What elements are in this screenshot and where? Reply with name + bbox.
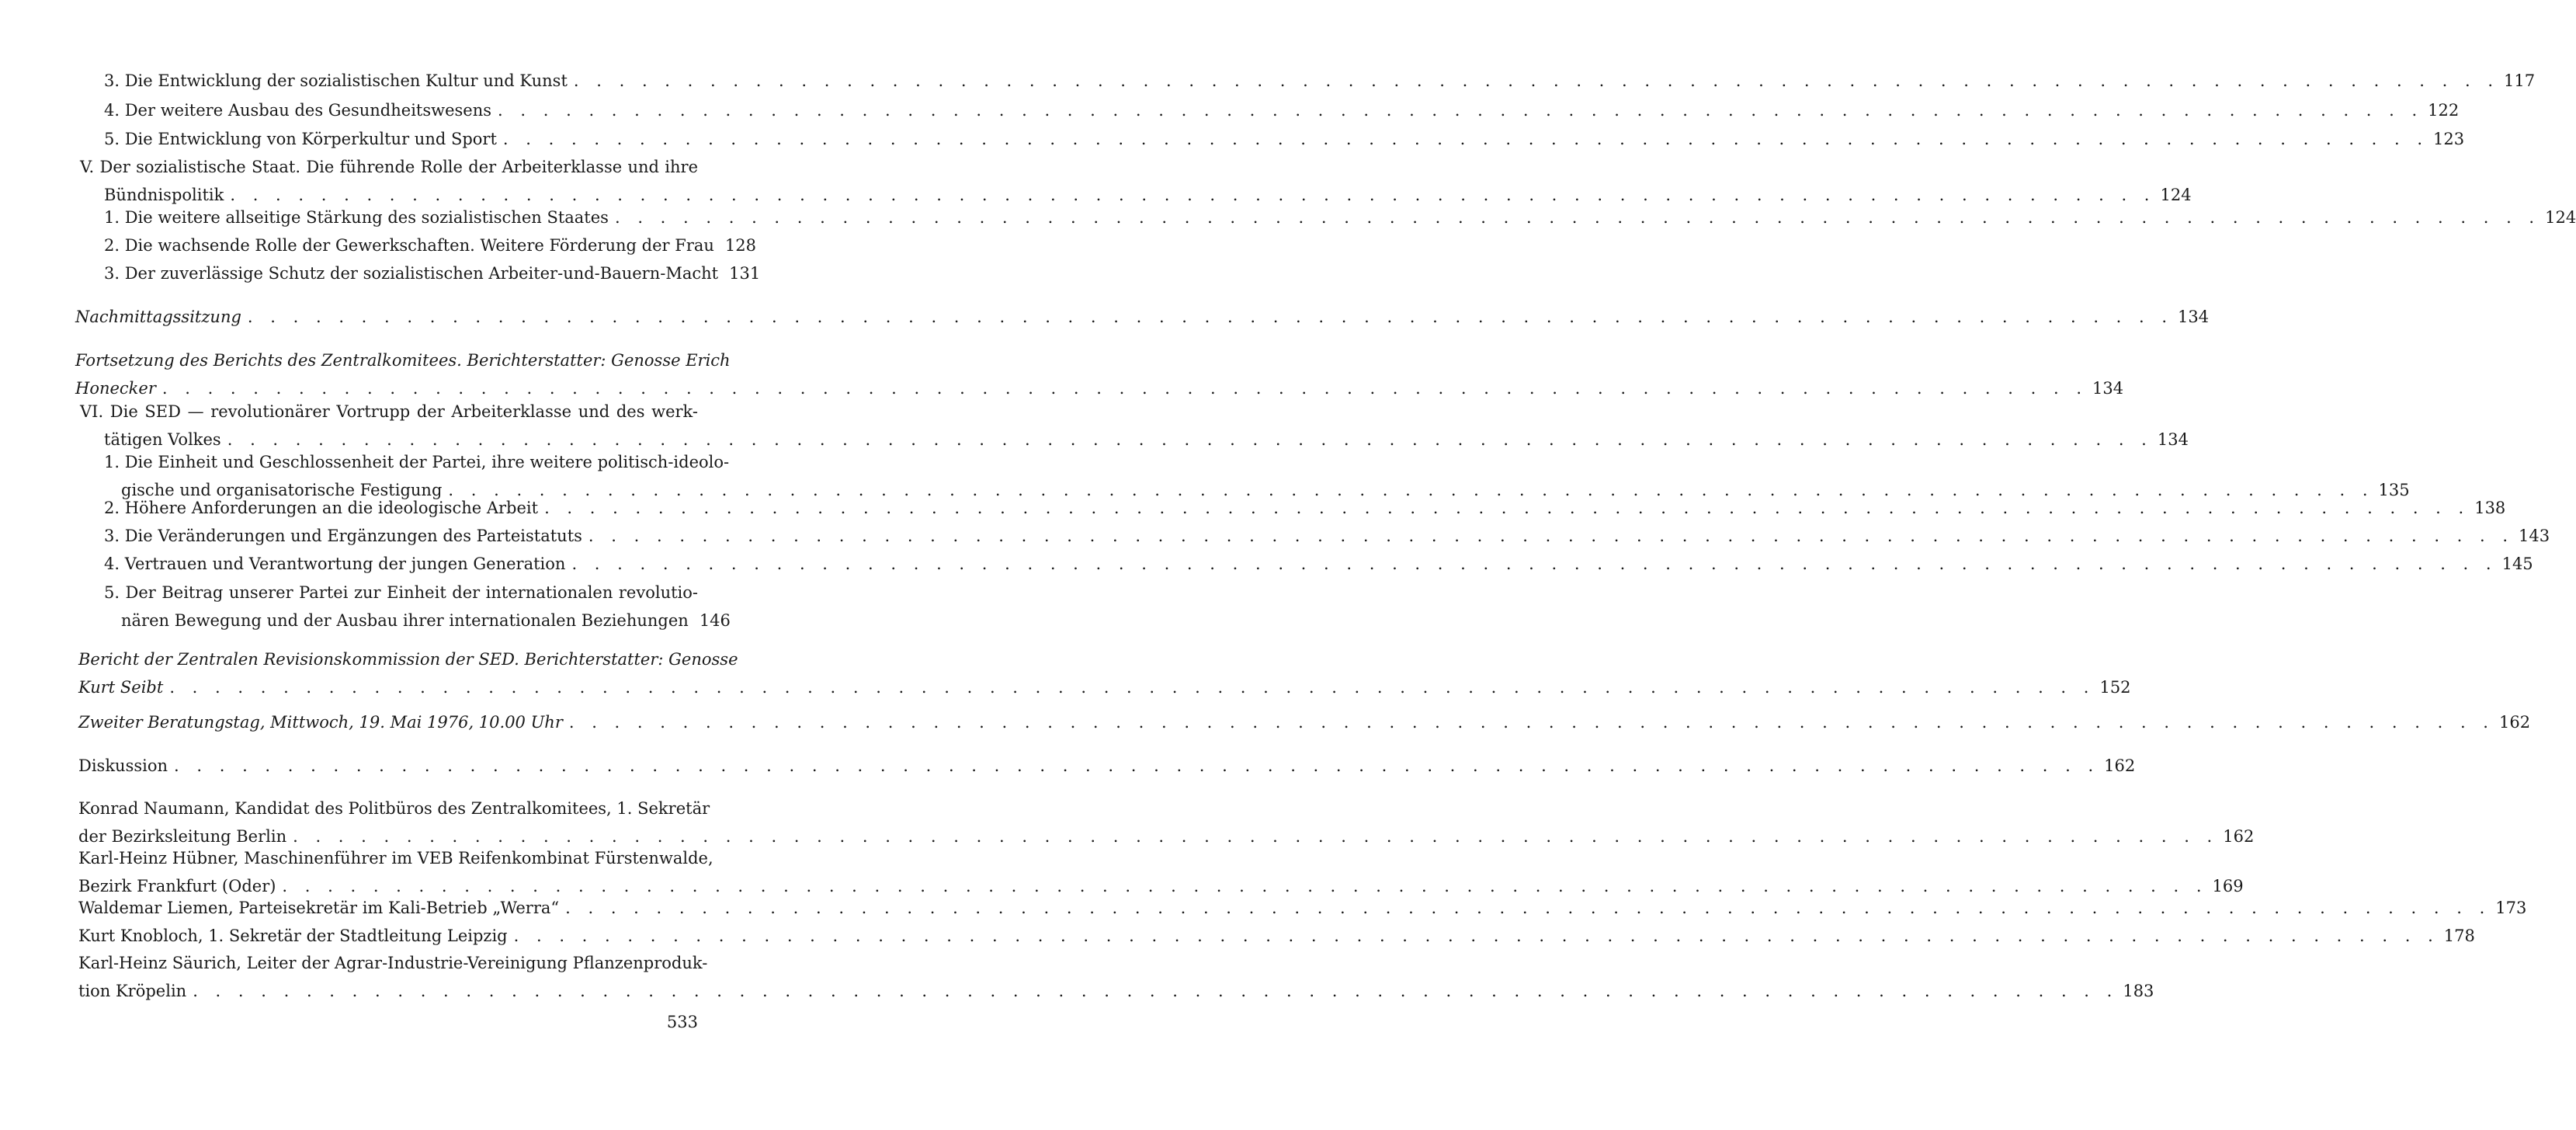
entry-page: 162: [2223, 827, 2255, 846]
toc-entry: [75, 346, 2124, 402]
dot-leader: . . . . . . . . . . . . . . . . . . . . . . . . . . . . . . . . . . . . . . . . . . . . . . . . . . . . . . . . . . . . . . . . . . . . . . . . . . . . . . . . . . . . .: [230, 186, 2156, 204]
entry-page: 124: [2545, 208, 2576, 227]
entry-page: 128: [724, 236, 757, 255]
dot-leader: . . . . . . . . . . . . . . . . . . . . . . . . . . . . . . . . . . . . . . . . . . . . . . . . . . . . . . . . . . . . . . . . . . . . . . . . . . . . . . . . . . . . .: [573, 71, 2500, 90]
entry-label: 1. Die weitere allseitige Stärkung des sozialistischen Staates: [104, 208, 609, 227]
entry-label: nären Bewegung und der Ausbau ihrer internationalen Beziehungen: [121, 611, 689, 630]
entry-page: 131: [729, 264, 761, 283]
toc-entry: [104, 259, 761, 287]
toc-entry: [78, 752, 2136, 780]
dot-leader: . . . . . . . . . . . . . . . . . . . . . . . . . . . . . . . . . . . . . . . . . . . . . . . . . . . . . . . . . . . . . . . . . . . . . . . . . . . . . . . . . . . . .: [293, 827, 2219, 846]
entry-page: 178: [2443, 927, 2475, 945]
entry-label: tion Kröpelin: [78, 982, 187, 1000]
toc-entry: [80, 153, 2192, 209]
toc-entry: [104, 231, 757, 259]
dot-leader: . . . . . . . . . . . . . . . . . . . . . . . . . . . . . . . . . . . . . . . . . . . . . . . . . . . . . . . . . . . . . . . . . . . . . . . . . . . . . . . . . . . . .: [448, 481, 2374, 499]
entry-label: Kurt Seibt: [78, 678, 164, 697]
toc-entry: [78, 844, 2244, 900]
dot-leader: . . . . . . . . . . . . . . . . . . . . . . . . . . . . . . . . . . . . . . . . . . . . . . . . . . . . . . . . . . . . . . . . . . . . . . . . . . . . . . . . . . . . .: [161, 379, 2088, 398]
dot-leader: . . . . . . . . . . . . . . . . . . . . . . . . . . . . . . . . . . . . . . . . . . . . . . . . . . . . . . . . . . . . . . . . . . . . . . . . . . . . . . . . . . . . .: [247, 308, 2174, 326]
entry-page: 162: [2104, 756, 2136, 775]
page-number: 533: [666, 1013, 698, 1031]
entry-page: 135: [2378, 481, 2410, 499]
toc-entry: [75, 303, 2210, 331]
toc-entry: [104, 125, 2465, 153]
dot-leader: . . . . . . . . . . . . . . . . . . . . . . . . . . . . . . . . . . . . . . . . . . . . . . . . . . . . . . . . . . . . . . . . . . . . . . . . . . . . . . . . . . . . .: [169, 678, 2095, 697]
entry-first-line: 1. Die Einheit und Geschlossenheit der Partei, ihre weitere politisch-ideolo-: [104, 453, 730, 471]
entry-page: 146: [699, 611, 731, 630]
entry-label: Nachmittagssitzung: [75, 308, 241, 326]
entry-label: 3. Der zuverlässige Schutz der sozialistischen Arbeiter-und-Bauern-Macht: [104, 264, 719, 283]
entry-label: Zweiter Beratungstag, Mittwoch, 19. Mai 1976, 10.00 Uhr: [78, 713, 563, 732]
dot-leader: . . . . . . . . . . . . . . . . . . . . . . . . . . . . . . . . . . . . . . . . . . . . . . . . . . . . . . . . . . . . . . . . . . . . . . . . . . . . . . . . . . . . .: [614, 208, 2541, 227]
toc-entry: [80, 398, 2189, 454]
entry-page: 183: [2123, 982, 2154, 1000]
dot-leader: . . . . . . . . . . . . . . . . . . . . . . . . . . . . . . . . . . . . . . . . . . . . . . . . . . . . . . . . . . . . . . . . . . . . . . . . . . . . . . . . . . . . .: [193, 982, 2119, 1000]
toc-entry: [104, 494, 2506, 522]
dot-leader: . . . . . . . . . . . . . . . . . . . . . . . . . . . . . . . . . . . . . . . . . . . . . . . . . . . . . . . . . . . . . . . . . . . . . . . . . . . . . . . . . . . . .: [565, 899, 2491, 917]
entry-label: Bündnispolitik: [104, 186, 224, 204]
entry-label: Waldemar Liemen, Parteisekretär im Kali-Betrieb „Werra“: [78, 899, 560, 917]
entry-label: 4. Der weitere Ausbau des Gesundheitswesens: [104, 101, 492, 120]
dot-leader: . . . . . . . . . . . . . . . . . . . . . . . . . . . . . . . . . . . . . . . . . . . . . . . . . . . . . . . . . . . . . . . . . . . . . . . . . . . . . . . . . . . . .: [502, 130, 2429, 148]
entry-page: 123: [2433, 130, 2465, 148]
entry-label: 2. Die wachsende Rolle der Gewerkschaften. Weitere Förderung der Frau: [104, 236, 714, 255]
dot-leader: . . . . . . . . . . . . . . . . . . . . . . . . . . . . . . . . . . . . . . . . . . . . . . . . . . . . . . . . . . . . . . . . . . . . . . . . . . . . . . . . . . . . .: [174, 756, 2100, 775]
entry-label: der Bezirksleitung Berlin: [78, 827, 287, 846]
entry-first-line: Karl-Heinz Hübner, Maschinenführer im VEB Reifenkombinat Fürstenwalde,: [78, 849, 713, 867]
entry-label: Bezirk Frankfurt (Oder): [78, 877, 276, 895]
toc-entry: [104, 579, 731, 635]
entry-page: 145: [2501, 555, 2533, 573]
toc-entry: [78, 922, 2475, 950]
entry-page: 138: [2474, 499, 2506, 517]
toc-entry: [78, 894, 2527, 922]
dot-leader: . . . . . . . . . . . . . . . . . . . . . . . . . . . . . . . . . . . . . . . . . . . . . . . . . . . . . . . . . . . . . . . . . . . . . . . . . . . . . . . . . . . . .: [571, 555, 2498, 573]
entry-page: 143: [2519, 527, 2550, 545]
entry-page: 134: [2092, 379, 2124, 398]
dot-leader: . . . . . . . . . . . . . . . . . . . . . . . . . . . . . . . . . . . . . . . . . . . . . . . . . . . . . . . . . . . . . . . . . . . . . . . . . . . . . . . . . . . . .: [568, 713, 2494, 732]
entry-page: 169: [2212, 877, 2244, 895]
dot-leader: . . . . . . . . . . . . . . . . . . . . . . . . . . . . . . . . . . . . . . . . . . . . . . . . . . . . . . . . . . . . . . . . . . . . . . . . . . . . . . . . . . . . .: [498, 101, 2424, 120]
toc-entry: [78, 949, 2154, 1005]
entry-first-line: Karl-Heinz Säurich, Leiter der Agrar-Industrie-Vereinigung Pflanzenproduk-: [78, 954, 708, 972]
entry-label: Honecker: [75, 379, 156, 398]
toc-entry: [104, 203, 2576, 231]
entry-label: 3. Die Veränderungen und Ergänzungen des Parteistatuts: [104, 527, 582, 545]
entry-first-line: VI. Die SED — revolutionärer Vortrupp der Arbeiterklasse und des werk-: [80, 402, 698, 421]
toc-entry: [78, 645, 2131, 701]
entry-label: gische und organisatorische Festigung: [121, 481, 443, 499]
dot-leader: . . . . . . . . . . . . . . . . . . . . . . . . . . . . . . . . . . . . . . . . . . . . . . . . . . . . . . . . . . . . . . . . . . . . . . . . . . . . . . . . . . . . .: [282, 877, 2208, 895]
entry-first-line: Bericht der Zentralen Revisionskommission der SED. Berichterstatter: Genosse: [78, 650, 738, 669]
entry-label: Kurt Knobloch, 1. Sekretär der Stadtleitung Leipzig: [78, 927, 508, 945]
entry-first-line: Fortsetzung des Berichts des Zentralkomitees. Berichterstatter: Genosse Erich: [75, 351, 731, 370]
entry-page: 162: [2498, 713, 2531, 732]
dot-leader: . . . . . . . . . . . . . . . . . . . . . . . . . . . . . . . . . . . . . . . . . . . . . . . . . . . . . . . . . . . . . . . . . . . . . . . . . . . . . . . . . . . . .: [513, 927, 2439, 945]
entry-page: 117: [2504, 71, 2536, 90]
toc-entry: [78, 794, 2255, 850]
entry-label: 3. Die Entwicklung der sozialistischen Kultur und Kunst: [104, 71, 568, 90]
entry-label: tätigen Volkes: [104, 430, 221, 449]
toc-entry: [104, 67, 2536, 95]
entry-label: 5. Die Entwicklung von Körperkultur und Sport: [104, 130, 497, 148]
entry-label: 4. Vertrauen und Verantwortung der jungen Generation: [104, 555, 566, 573]
toc-entry: [104, 96, 2460, 124]
entry-page: 124: [2160, 186, 2192, 204]
entry-page: 122: [2428, 101, 2460, 120]
entry-first-line: Konrad Naumann, Kandidat des Politbüros des Zentralkomitees, 1. Sekretär: [78, 799, 710, 818]
entry-label: 2. Höhere Anforderungen an die ideologische Arbeit: [104, 499, 539, 517]
toc-entry: [78, 708, 2531, 736]
entry-label: Diskussion: [78, 756, 168, 775]
entry-page: 134: [2178, 308, 2210, 326]
entry-page: 152: [2099, 678, 2131, 697]
dot-leader: . . . . . . . . . . . . . . . . . . . . . . . . . . . . . . . . . . . . . . . . . . . . . . . . . . . . . . . . . . . . . . . . . . . . . . . . . . . . . . . . . . . . .: [588, 527, 2515, 545]
entry-page: 173: [2495, 899, 2527, 917]
entry-first-line: V. Der sozialistische Staat. Die führende Rolle der Arbeiterklasse und ihre: [80, 158, 698, 176]
entry-page: 134: [2157, 430, 2189, 449]
entry-first-line: 5. Der Beitrag unserer Partei zur Einheit der internationalen revolutio-: [104, 583, 698, 602]
toc-entry: [104, 522, 2550, 550]
toc-entry: [104, 550, 2533, 578]
dot-leader: . . . . . . . . . . . . . . . . . . . . . . . . . . . . . . . . . . . . . . . . . . . . . . . . . . . . . . . . . . . . . . . . . . . . . . . . . . . . . . . . . . . . .: [227, 430, 2153, 449]
dot-leader: . . . . . . . . . . . . . . . . . . . . . . . . . . . . . . . . . . . . . . . . . . . . . . . . . . . . . . . . . . . . . . . . . . . . . . . . . . . . . . . . . . . . .: [544, 499, 2470, 517]
